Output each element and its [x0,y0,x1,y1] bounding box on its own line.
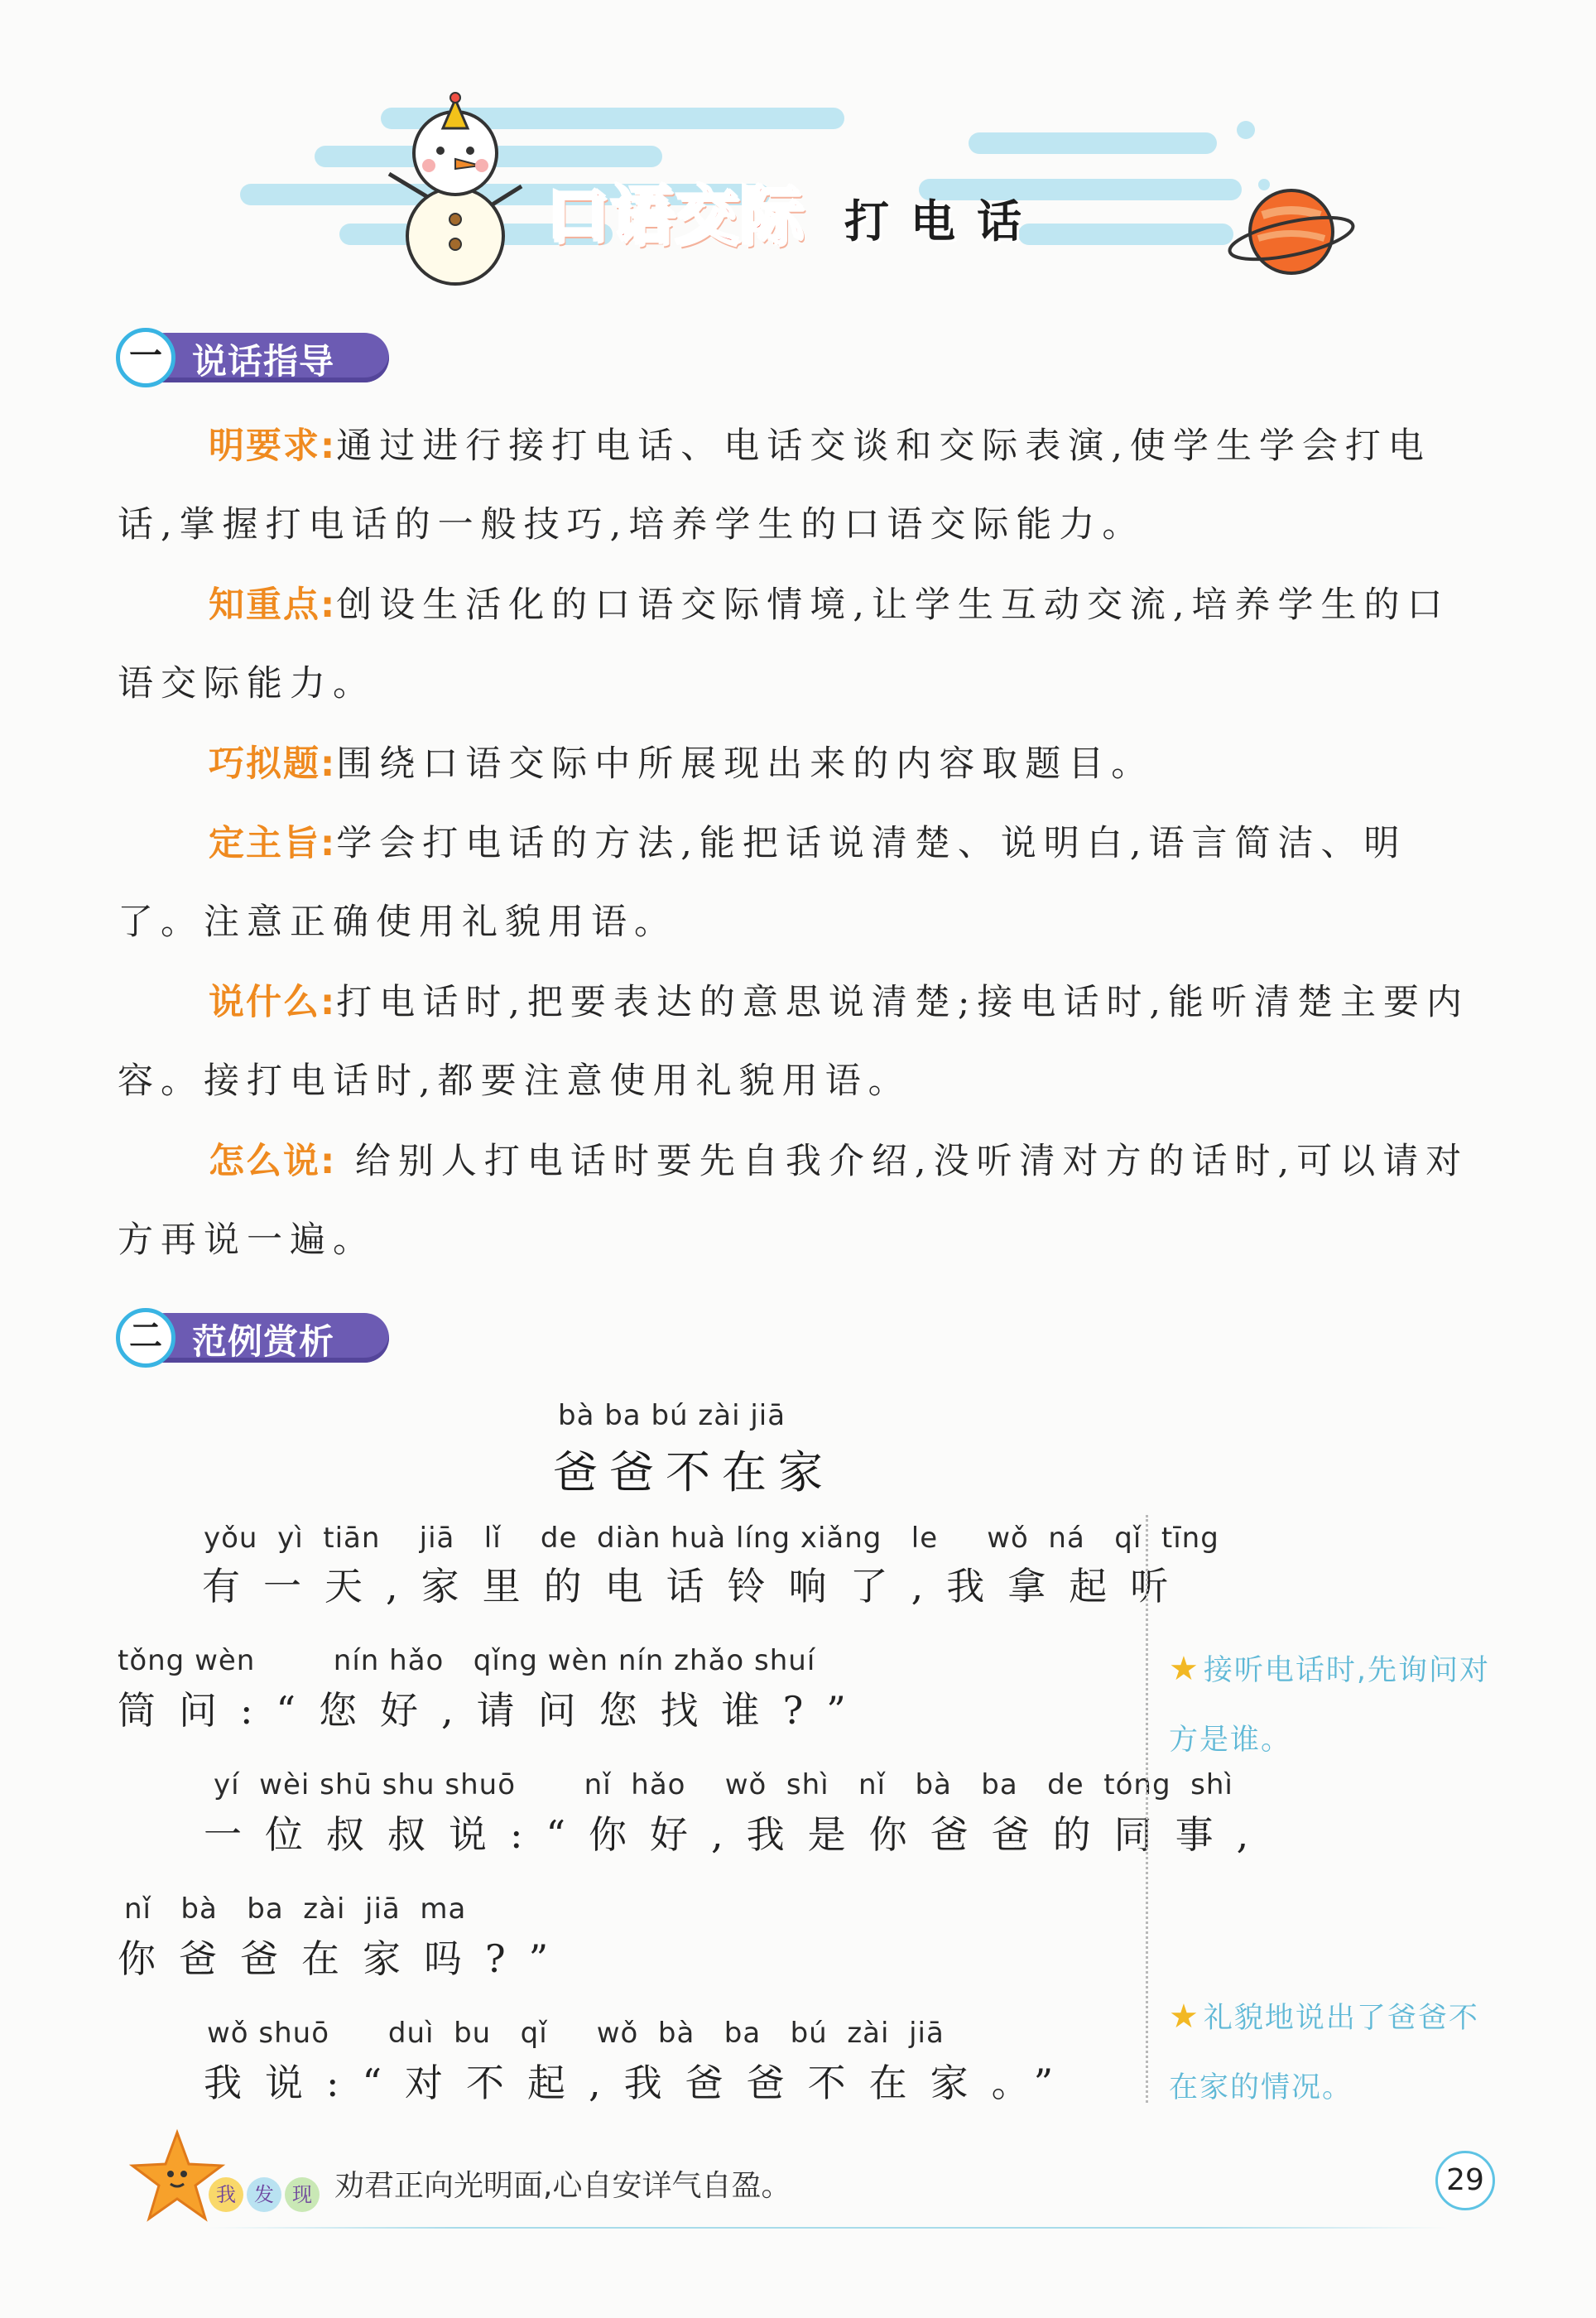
guidance-text: 给别人打电话时要先自我介绍,没听清对方的话时,可以请对方再说一遍。 [118,1141,1469,1261]
guidance-label: 定主旨: [209,823,337,864]
star-icon: ★ [1169,1998,1200,2036]
essay-text-line: 一位叔叔说:“你好,我是你爸爸的同事, [204,1812,1272,1857]
discover-char: 我 [209,2177,243,2212]
essay-text-line: 有一天,家里的电话铃响了,我拿起听 [202,1564,1192,1609]
guidance-label: 巧拟题: [209,743,337,785]
snowman-icon [373,83,538,290]
guidance-item [118,805,1483,962]
section-badge-guidance [116,328,373,387]
decor-dot [1237,121,1255,139]
guidance-item [118,964,1483,1121]
page-subtitle: 打电话 [844,195,1043,248]
planet-icon [1225,174,1358,290]
guidance-text: 创设生活化的口语交际情境,让学生互动交流,培养学生的口语交际能力。 [118,584,1450,705]
page-number: 29 [1435,2151,1495,2210]
section-number: 二 [116,1308,175,1368]
guidance-item [118,1123,1483,1280]
guidance-text: 打电话时,把要表达的意思说清楚;接电话时,能听清楚主要内容。接打电话时,都要注意使用礼貌用语。 [118,982,1470,1102]
essay-pinyin-line: nǐ bà ba zài jiā ma [124,1892,467,1926]
margin-note [1169,1634,1500,1775]
margin-note [1169,1982,1500,2123]
essay-text-line: 我说:“对不起,我爸爸不在家。” [204,2061,1077,2105]
guidance-item [118,725,1483,804]
guidance-text: 围绕口语交际中所展现出来的内容取题目。 [336,743,1155,785]
guidance-label: 知重点: [209,584,337,626]
margin-divider [1146,1515,1148,2103]
essay-title-pinyin: bà ba bú zài jiā [558,1399,786,1432]
guidance-label: 怎么说: [209,1141,337,1182]
essay-text-line: 筒问:“您好,请问您找谁?” [118,1688,869,1733]
decor-dot [1258,179,1270,190]
margin-note-text: 礼貌地说出了爸爸不在家的情况。 [1169,2002,1479,2104]
essay-pinyin-line: wǒ shuō duì bu qǐ wǒ bà ba bú zài jiā [207,2017,945,2050]
page-title: 口语交际 [546,179,805,252]
starfish-icon [127,2128,227,2227]
essay-pinyin-line: yí wèi shū shu shuō nǐ hǎo wǒ shì nǐ bà ba de tóng shì [214,1768,1233,1801]
discover-char: 发 [247,2177,281,2212]
section-label: 说话指导 [192,341,335,382]
guidance-label: 明要求: [209,426,337,467]
footer-rule [207,2227,1449,2229]
section-label: 范例赏析 [192,1321,335,1362]
guidance-item [118,566,1483,724]
discover-char: 现 [285,2177,320,2212]
section-number: 一 [116,328,175,387]
essay-title: 爸爸不在家 [553,1446,834,1498]
footer-motto: 劝君正向光明面,心自安详气自盈。 [334,2169,791,2203]
margin-note-text: 接听电话时,先询问对方是谁。 [1169,1654,1490,1757]
essay-text-line: 你爸爸在家吗?” [118,1936,572,1981]
star-icon: ★ [1169,1650,1200,1688]
guidance-text: 学会打电话的方法,能把话说清楚、说明白,语言简洁、明了。注意正确使用礼貌用语。 [118,823,1407,943]
guidance-item [118,407,1483,565]
section-badge-example [116,1308,373,1368]
essay-pinyin-line: tǒng wèn nín hǎo qǐng wèn nín zhǎo shuí [118,1644,816,1677]
essay-pinyin-line: yǒu yì tiān jiā lǐ de diàn huà líng xiǎng le wǒ ná qǐ tīng [204,1522,1219,1555]
guidance-label: 说什么: [209,982,337,1023]
guidance-text: 通过进行接打电话、电话交谈和交际表演,使学生学会打电话,掌握打电话的一般技巧,培养学生的口语交际能力。 [118,426,1431,546]
